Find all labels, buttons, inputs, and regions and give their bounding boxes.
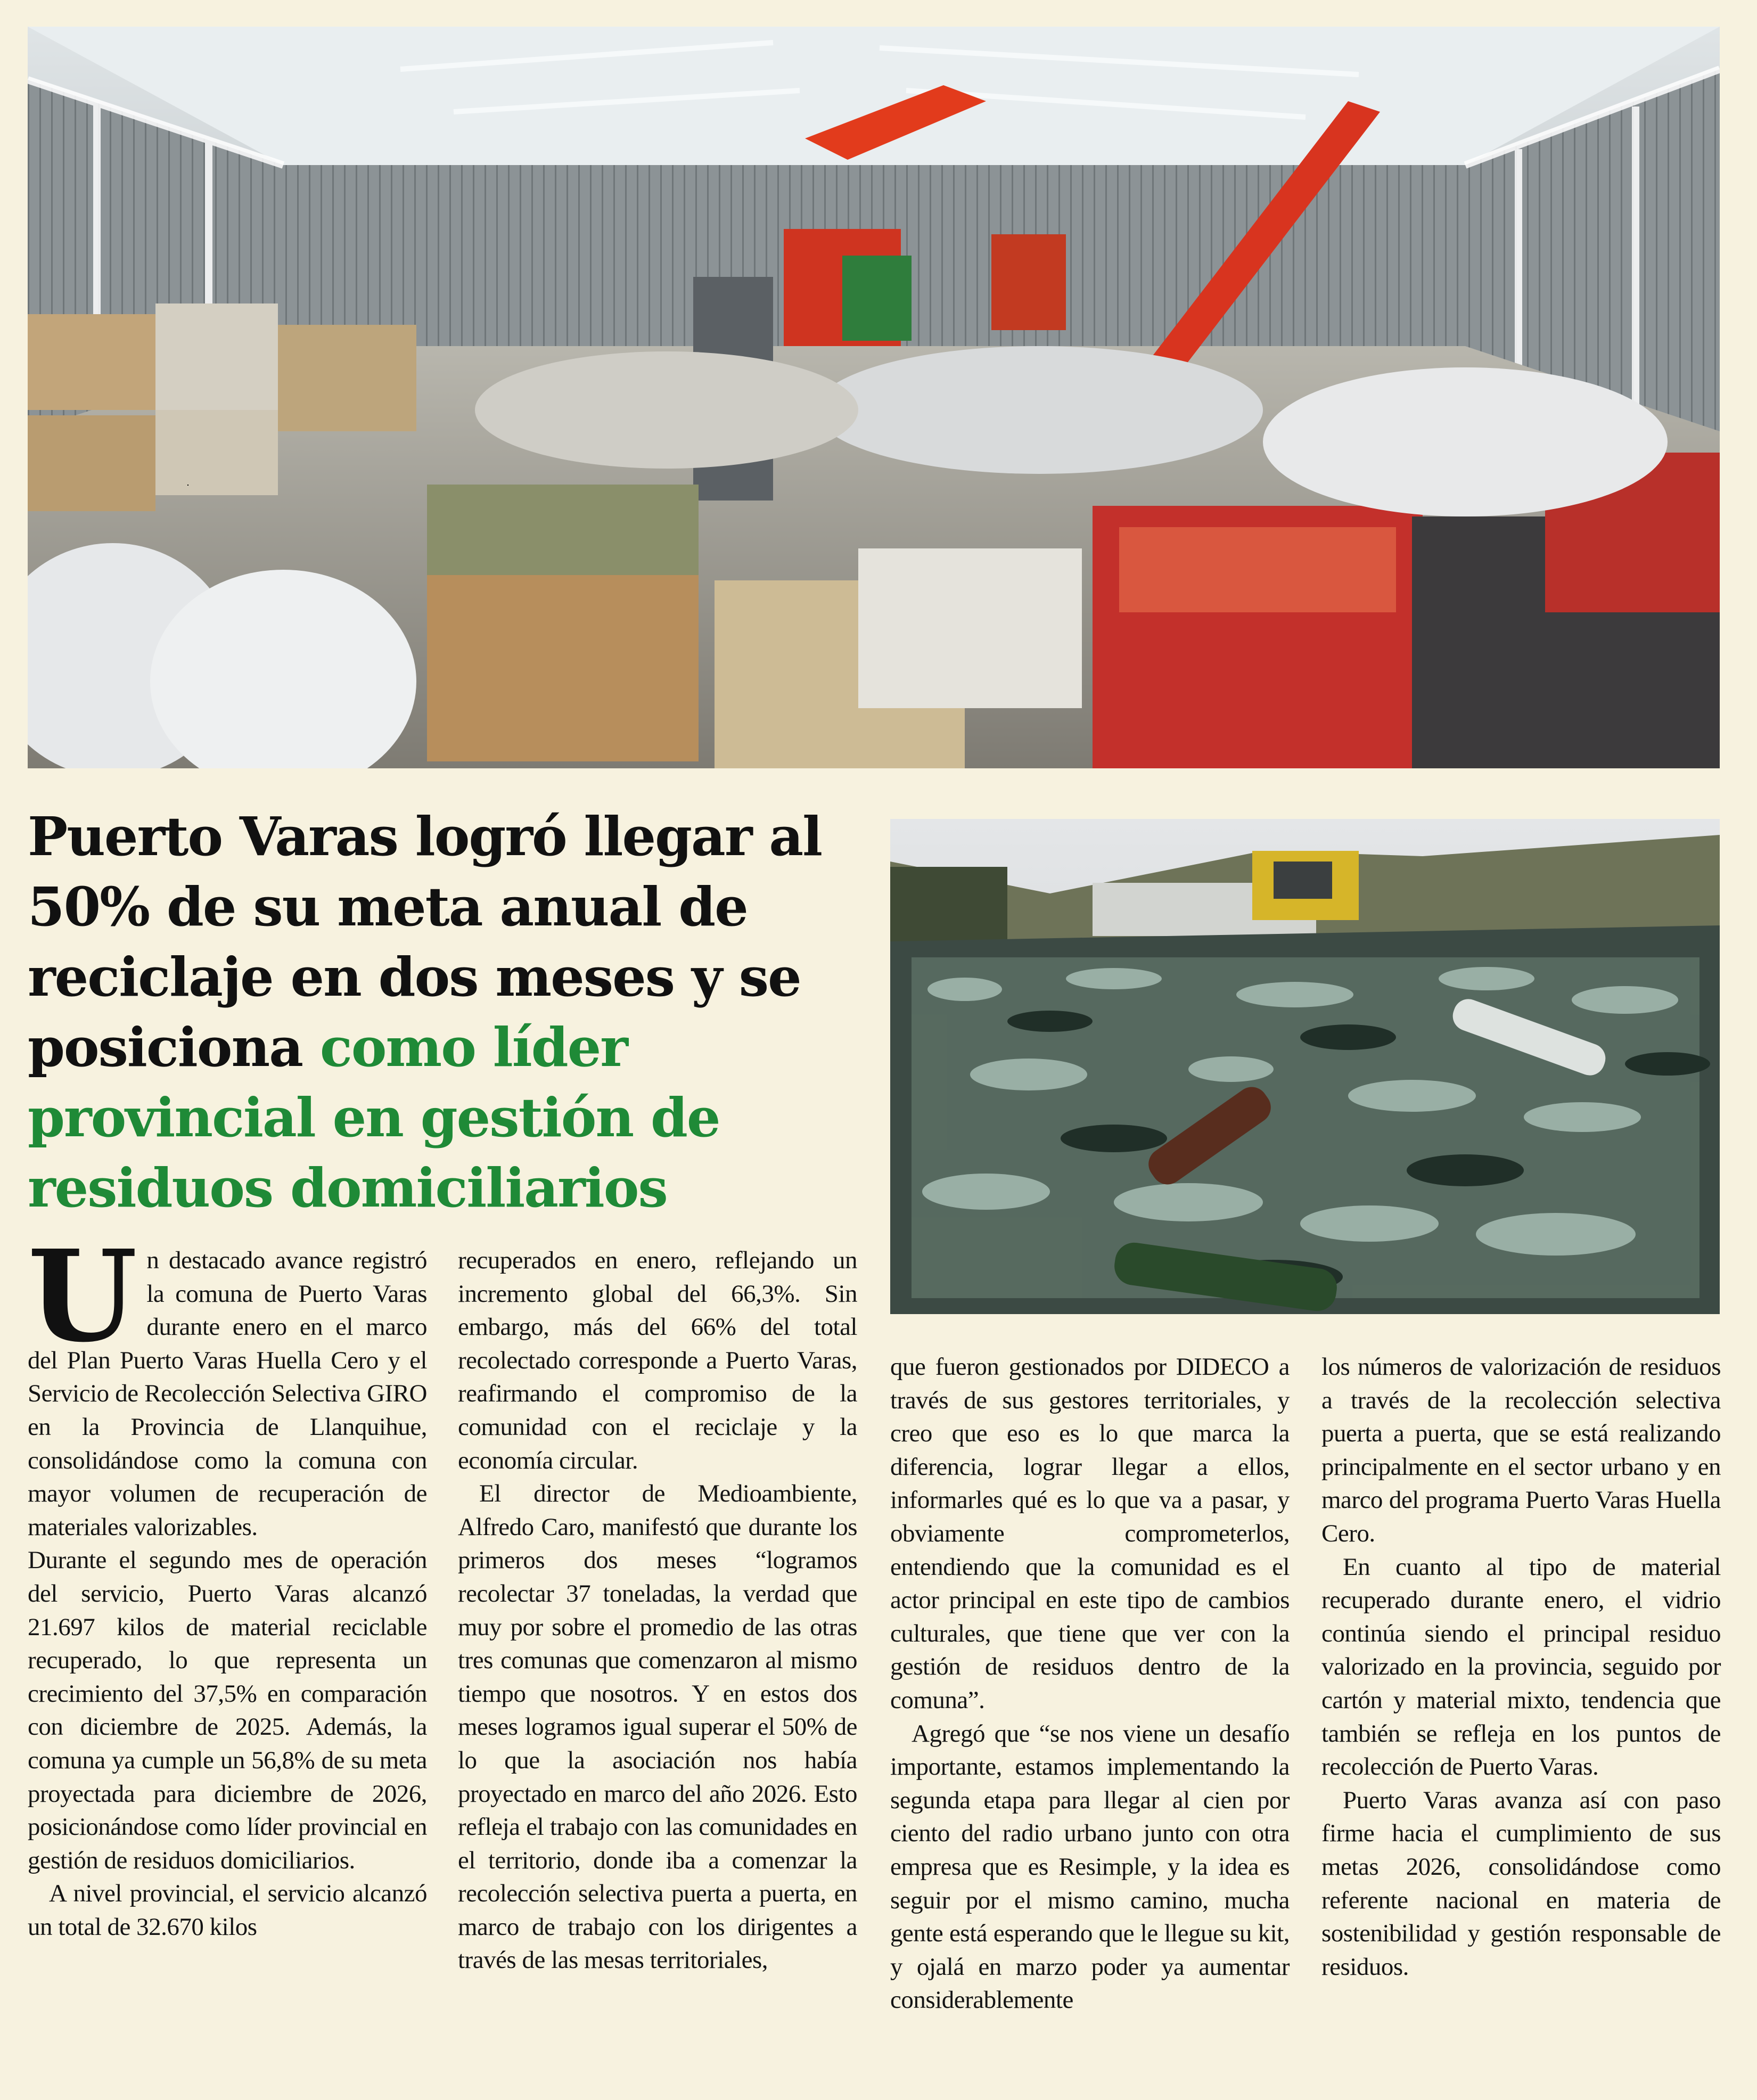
- glass-bottles-illustration: [890, 819, 1720, 1314]
- article-column-3: [890, 1350, 1290, 2017]
- article-paragraph: los números de valorización de residuos a través de la recolección selectiva puerta a puerta, que se está realizando principalmente en el sector urbano y en marco del programa Puerto Varas Huella Cero.: [1321, 1353, 1721, 1547]
- article-column-2: [458, 1244, 857, 1977]
- article-paragraph: A nivel provincial, el servicio alcanzó un total de 32.670 kilos: [28, 1880, 427, 1941]
- article-paragraph: recuperados en enero, reflejando un incremento global del 66,3%. Sin embargo, más del 66% del total recolectado corresponde a Puerto Varas, reafirmando el compromiso de la comunidad con el reciclaje y la economía circular.: [458, 1246, 857, 1474]
- recycling-warehouse-photo: [28, 27, 1720, 768]
- warehouse-illustration: [28, 27, 1720, 768]
- article-column-1: [28, 1222, 427, 1943]
- article-paragraph: Agregó que “se nos viene un desafío importante, estamos implementando la segunda etapa para llegar al cien por ciento del radio urbano junto con otra empresa que es Resimple, y la idea es seguir por el mismo camino, mucha gente está esperando que le llegue su kit, y ojalá en marzo poder ya aumentar considerablemente: [890, 1719, 1290, 2014]
- headline: [28, 801, 869, 1223]
- article-paragraph: El director de Medioambiente, Alfredo Caro, manifestó que durante los primeros dos meses “logramos recolectar 37 toneladas, la verdad que muy por sobre el promedio de las otras tres comunas que comenzaron al mismo tiempo que nosotros. Y en estos dos meses logramos igual superar el 50% de lo que la asociación nos había proyectado en marco del año 2026. Esto refleja el trabajo con las comunidades en el territorio, donde iba a comenzar la recolección selectiva puerta a puerta, en marco de trabajo con los dirigentes a través de las mesas territoriales,: [458, 1480, 857, 1974]
- headline-main: Puerto Varas logró llegar al 50% de su meta anual de reciclaje en dos meses y se posiciona: [28, 805, 822, 1079]
- drop-cap: U: [28, 1222, 137, 1370]
- article-column-4: [1321, 1350, 1721, 1983]
- article-paragraph: En cuanto al tipo de material recuperado durante enero, el vidrio continúa siendo el principal residuo valorizado en la provincia, seguido por cartón y material mixto, tendencia que también se refleja en los puntos de recolección de Puerto Varas.: [1321, 1553, 1721, 1781]
- glass-bottles-container-photo: [890, 819, 1720, 1314]
- paragraph-text: n destacado avance registró la comuna de Puerto Varas durante enero en el marco del Plan Puerto Varas Huella Cero y el Servicio de Recolección Selectiva GIRO en la Provincia de Llanquihue, consolidándose como la comuna con mayor volumen de recuperación de materiales valorizables.: [28, 1246, 427, 1541]
- article-paragraph: [28, 1222, 427, 1544]
- article-paragraph: Durante el segundo mes de operación del servicio, Puerto Varas alcanzó 21.697 kilos de material reciclable recuperado, lo que representa un crecimiento del 37,5% en comparación con diciembre de 2025. Además, la comuna ya cumple un 56,8% de su meta proyectada para diciembre de 2026, posicionándose como líder provincial en gestión de residuos domiciliarios.: [28, 1546, 427, 1874]
- headline-highlight: como líder provincial en gestión de residuos domiciliarios: [28, 1016, 720, 1219]
- article-paragraph: que fueron gestionados por DIDECO a través de sus gestores territoriales, y creo que eso es lo que marca la diferencia, lograr llegar a ellos, informarles qué es lo que va a pasar, y obviamente comprometerlos, entendiendo que la comunidad es el actor principal en este tipo de cambios culturales, que tiene que ver con la gestión de residuos dentro de la comuna”.: [890, 1353, 1290, 1714]
- article-paragraph: Puerto Varas avanza así con paso firme hacia el cumplimiento de sus metas 2026, consolidándose como referente nacional en materia de sostenibilidad y gestión responsable de residuos.: [1321, 1786, 1721, 1981]
